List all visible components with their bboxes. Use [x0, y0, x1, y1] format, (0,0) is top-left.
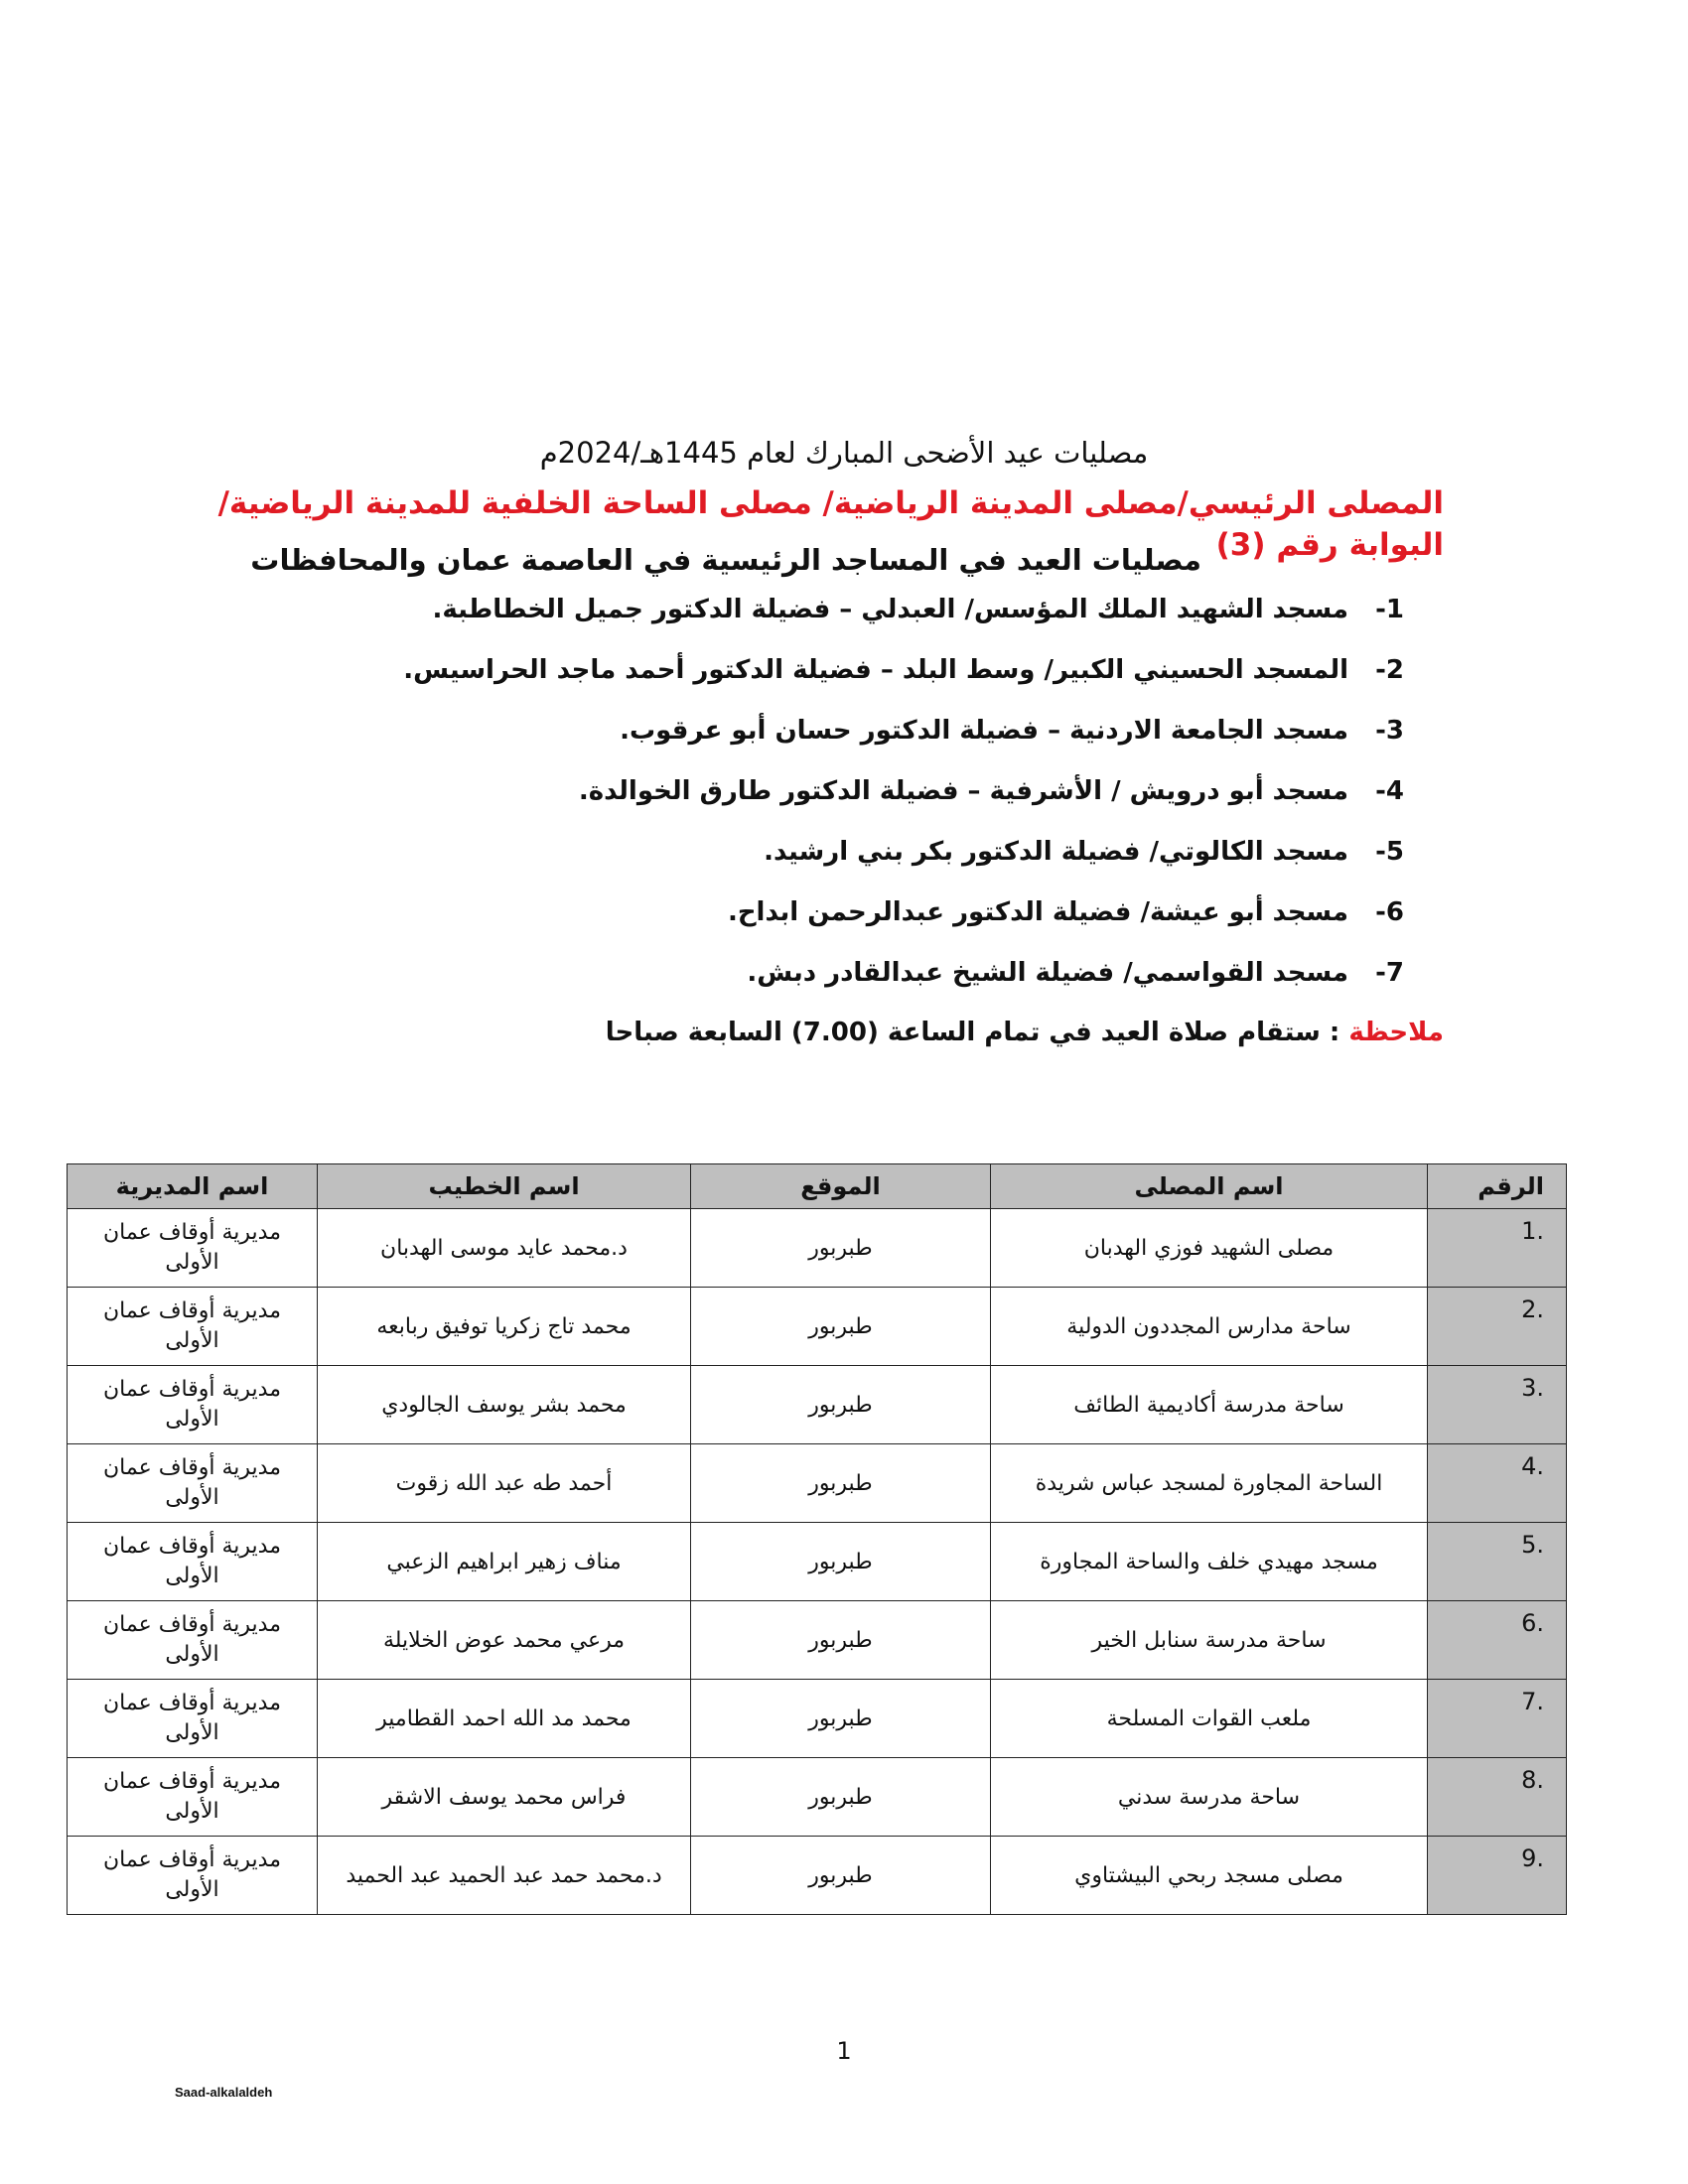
header-directorate: اسم المديرية [68, 1164, 318, 1209]
list-item-text: مسجد أبو عيشة/ فضيلة الدكتور عبدالرحمن ابداح. [727, 897, 1348, 927]
header-location: الموقع [691, 1164, 991, 1209]
cell-place: مسجد مهيدي خلف والساحة المجاورة [991, 1523, 1428, 1601]
table-row [68, 1601, 1567, 1680]
list-item-number: 7- [1375, 958, 1404, 988]
list-item-text: المسجد الحسيني الكبير/ وسط البلد – فضيلة الدكتور أحمد ماجد الحراسيس. [403, 655, 1348, 685]
cell-number: .8 [1428, 1758, 1567, 1837]
list-item-number: 4- [1375, 776, 1404, 806]
list-item-text: مسجد القواسمي/ فضيلة الشيخ عبدالقادر دبش. [747, 958, 1348, 988]
note [153, 1013, 1444, 1052]
document-title: مصليات عيد الأضحى المبارك لعام 1445هـ/2024م [539, 436, 1149, 470]
cell-place: ساحة مدارس المجددون الدولية [991, 1288, 1428, 1366]
table-row [68, 1680, 1567, 1758]
table-row [68, 1837, 1567, 1915]
list-item [113, 650, 1404, 711]
mosque-list [113, 590, 1404, 1014]
list-item [113, 590, 1404, 650]
cell-preacher: مرعي محمد عوض الخلايلة [318, 1601, 691, 1680]
list-item-number: 1- [1375, 595, 1404, 624]
cell-location: طبربور [691, 1444, 991, 1523]
cell-location: طبربور [691, 1523, 991, 1601]
cell-directorate: مديرية أوقاف عمان الأولى [68, 1288, 318, 1366]
cell-place: ساحة مدرسة سنابل الخير [991, 1601, 1428, 1680]
cell-number: .2 [1428, 1288, 1567, 1366]
cell-number: .9 [1428, 1837, 1567, 1915]
cell-directorate: مديرية أوقاف عمان الأولى [68, 1601, 318, 1680]
list-item-number: 6- [1375, 897, 1404, 927]
cell-location: طبربور [691, 1288, 991, 1366]
note-label: ملاحظة [1348, 1018, 1444, 1047]
main-prayer-ground: المصلى الرئيسي/مصلى المدينة الرياضية/ مصلى الساحة الخلفية للمدينة الرياضية/ البوابة رقم (3) [217, 485, 1444, 563]
cell-directorate: مديرية أوقاف عمان الأولى [68, 1680, 318, 1758]
table-row [68, 1209, 1567, 1288]
table-row [68, 1366, 1567, 1444]
cell-preacher: أحمد طه عبد الله زقوت [318, 1444, 691, 1523]
cell-directorate: مديرية أوقاف عمان الأولى [68, 1366, 318, 1444]
cell-place: الساحة المجاورة لمسجد عباس شريدة [991, 1444, 1428, 1523]
cell-directorate: مديرية أوقاف عمان الأولى [68, 1837, 318, 1915]
note-text: : ستقام صلاة العيد في تمام الساعة (7.00) السابعة صباحا [605, 1018, 1349, 1047]
cell-place: ساحة مدرسة أكاديمية الطائف [991, 1366, 1428, 1444]
table-row [68, 1288, 1567, 1366]
cell-place: مصلى مسجد ربحي البيشتاوي [991, 1837, 1428, 1915]
cell-number: .3 [1428, 1366, 1567, 1444]
list-item [113, 832, 1404, 892]
author-footer: Saad-alkalaldeh [175, 2085, 273, 2100]
list-item-text: مسجد الكالوتي/ فضيلة الدكتور بكر بني ارشيد. [764, 837, 1348, 867]
cell-preacher: مناف زهير ابراهيم الزعبي [318, 1523, 691, 1601]
header-number: الرقم [1428, 1164, 1567, 1209]
cell-place: مصلى الشهيد فوزي الهدبان [991, 1209, 1428, 1288]
list-item [113, 711, 1404, 771]
list-item-text: مسجد الشهيد الملك المؤسس/ العبدلي – فضيلة الدكتور جميل الخطاطبة. [432, 595, 1348, 624]
table-row [68, 1444, 1567, 1523]
table-header-row [68, 1164, 1567, 1209]
table-row [68, 1523, 1567, 1601]
cell-preacher: د.محمد عايد موسى الهدبان [318, 1209, 691, 1288]
cell-directorate: مديرية أوقاف عمان الأولى [68, 1444, 318, 1523]
list-item [113, 892, 1404, 953]
cell-preacher: فراس محمد يوسف الاشقر [318, 1758, 691, 1837]
list-item-text: مسجد أبو درويش / الأشرفية – فضيلة الدكتور طارق الخوالدة. [578, 776, 1348, 806]
header-place: اسم المصلى [991, 1164, 1428, 1209]
list-item-number: 5- [1375, 837, 1404, 867]
cell-number: .4 [1428, 1444, 1567, 1523]
cell-preacher: محمد تاج زكريا توفيق ربابعه [318, 1288, 691, 1366]
section-heading: مصليات العيد في المساجد الرئيسية في العاصمة عمان والمحافظات [250, 543, 1201, 577]
cell-location: طبربور [691, 1601, 991, 1680]
list-item-number: 3- [1375, 716, 1404, 746]
cell-preacher: محمد مد الله احمد القطامير [318, 1680, 691, 1758]
cell-location: طبربور [691, 1366, 991, 1444]
cell-number: .6 [1428, 1601, 1567, 1680]
list-item-text: مسجد الجامعة الاردنية – فضيلة الدكتور حسان أبو عرقوب. [620, 716, 1348, 746]
cell-directorate: مديرية أوقاف عمان الأولى [68, 1523, 318, 1601]
cell-directorate: مديرية أوقاف عمان الأولى [68, 1758, 318, 1837]
page-number: 1 [836, 2037, 852, 2065]
cell-directorate: مديرية أوقاف عمان الأولى [68, 1209, 318, 1288]
list-item-number: 2- [1375, 655, 1404, 685]
cell-location: طبربور [691, 1209, 991, 1288]
cell-place: ملعب القوات المسلحة [991, 1680, 1428, 1758]
cell-place: ساحة مدرسة سدني [991, 1758, 1428, 1837]
cell-number: .7 [1428, 1680, 1567, 1758]
prayer-grounds-table [67, 1163, 1567, 1915]
table-row [68, 1758, 1567, 1837]
list-item [113, 771, 1404, 832]
cell-preacher: محمد بشر يوسف الجالودي [318, 1366, 691, 1444]
header-preacher: اسم الخطيب [318, 1164, 691, 1209]
cell-number: .1 [1428, 1209, 1567, 1288]
cell-location: طبربور [691, 1758, 991, 1837]
cell-preacher: د.محمد حمد عبد الحميد عبد الحميد [318, 1837, 691, 1915]
cell-location: طبربور [691, 1680, 991, 1758]
cell-number: .5 [1428, 1523, 1567, 1601]
cell-location: طبربور [691, 1837, 991, 1915]
list-item [113, 953, 1404, 1014]
